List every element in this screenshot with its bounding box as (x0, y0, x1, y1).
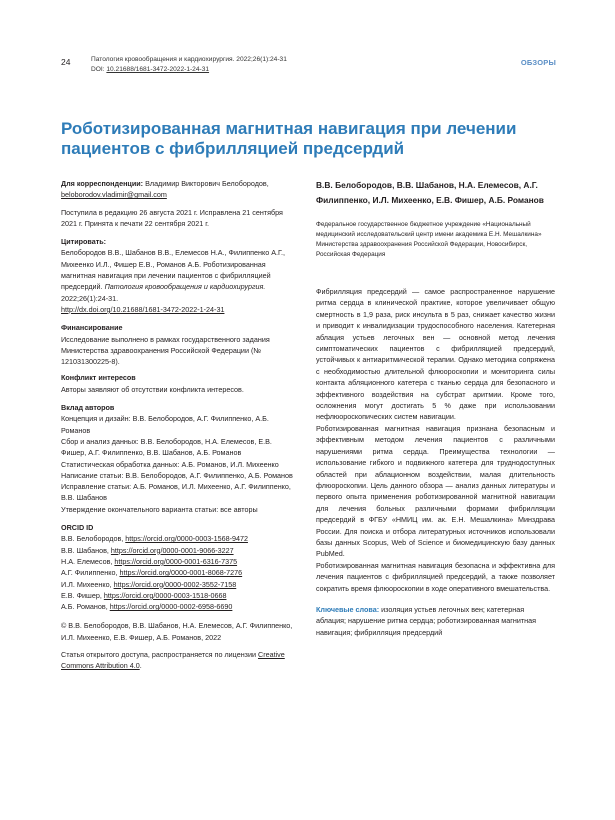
orcid-link[interactable]: https://orcid.org/0000-0001-8068-7276 (119, 568, 243, 578)
orcid-item (61, 601, 293, 612)
orcid-author: Е.В. Фишер, (61, 590, 104, 600)
conflict-heading: Конфликт интересов (61, 373, 136, 383)
cite-heading: Цитировать: (61, 237, 107, 247)
keywords (316, 604, 555, 638)
orcid-link[interactable]: https://orcid.org/0000-0001-9066-3227 (110, 545, 234, 555)
affiliation: Федеральное государственное бюджетное учреждение «Национальный медицинский исследовательский центр имени академика Е.Н. Мешалкина» Министерства здравоохранения Российской Федерации, Новосибирск, Российская Федерация (316, 221, 542, 258)
page-number: 24 (61, 57, 71, 67)
license (61, 649, 293, 672)
cite-tail: 2022;26(1):24-31. (61, 293, 119, 303)
cite-journal: Патология кровообращения и кардиохирургия. (104, 282, 266, 292)
orcid-item (61, 533, 293, 544)
orcid-link[interactable]: https://orcid.org/0000-0002-3552-7158 (113, 579, 237, 589)
contrib-item: Концепция и дизайн: В.В. Белобородов, А.Г. Филиппенко, А.Б. Романов (61, 414, 269, 435)
abstract-paragraph: Роботизированная магнитная навигация безопасна и эффективна для лечения пациентов с фибрилляцией предсердий, а также позволяет сократить время флюороскопии в ходе оперативного вмешательства. (316, 560, 555, 593)
orcid-item (61, 556, 293, 567)
orcid-item (61, 579, 293, 590)
journal-citation (91, 55, 287, 75)
contrib-item: Сбор и анализ данных: В.В. Белобородов, Н.А. Елемесов, Е.В. Фишер, А.Г. Филиппенко, В.В. Шабанов, А.Б. Романов (61, 436, 272, 458)
orcid-author: И.Л. Михеенко, (61, 579, 114, 589)
orcid-link[interactable]: https://orcid.org/0000-0001-6316-7375 (114, 556, 238, 566)
orcid-author: А.Г. Филиппенко, (61, 568, 120, 578)
journal-line: Патология кровообращения и кардиохирургия. 2022;26(1):24-31 (91, 56, 287, 63)
orcid-link[interactable]: https://orcid.org/0000-0003-1518-0668 (103, 590, 227, 600)
orcid-item (61, 590, 293, 601)
conflict-text: Авторы заявляют об отсутствии конфликта интересов. (61, 384, 244, 394)
corr-label: Для корреспонденции: (61, 179, 144, 188)
orcid-author: А.Б. Романов, (61, 602, 110, 612)
orcid-link[interactable]: https://orcid.org/0000-0003-1568-9472 (125, 534, 248, 544)
corr-email-link[interactable]: beloborodov.vladimir@gmail.com (61, 190, 167, 200)
license-end: . (139, 661, 142, 671)
license-text: Статья открытого доступа, распространяется по лицензии (61, 649, 258, 659)
cite-body: Белобородов В.В., Шабанов В.В., Елемесов Н.А., Филиппенко А.Г., Михеенко И.Л., Фишер Е.В., Романов А.Б. Роботизированная магнитная навигация при лечении пациентов с фибрилляцией предсердий. (61, 248, 286, 292)
corr-name: Владимир Викторович Белобородов, (143, 179, 269, 188)
orcid-link[interactable]: https://orcid.org/0000-0002-6958-6690 (109, 602, 233, 612)
abstract-paragraph: Фибрилляция предсердий — самое распространенное нарушение ритма сердца в клинической практике, которое увеличивает общую смертность в 1,9 раза, риск инсульта в 5 раз, снижает качество жизни и приводит к инвалидизации трудоспособного населения. Катетерная аблация устьев легочных вен — основной метод лечения симптоматических пациентов с фибрилляцией предсердий, устойчивых к антиаритмической терапии. Однако методика сопряжена с необходимостью длительной флюороскопии и мониторинга силы контакта абляционного катетера с тканью сердца для безопасного и эффективного воздействия на субстрат аритмии. Кроме того, осложнения могут достигать 5 % даже при использовании нефлюороскопических систем навигации. (316, 287, 555, 422)
orcid-author: В.В. Белобородов, (61, 534, 126, 544)
orcid-item (61, 567, 293, 578)
orcid-author: Н.А. Елемесов, (61, 556, 115, 566)
cite-doi-link[interactable]: http://dx.doi.org/10.21688/1681-3472-2022-1-24-31 (61, 304, 225, 314)
keywords-label: Ключевые слова: (316, 604, 380, 614)
doi-link[interactable]: 10.21688/1681-3472-2022-1-24-31 (106, 66, 210, 73)
doi-line (91, 65, 287, 75)
article-title: Роботизированная магнитная навигация при лечении пациентов с фибрилляцией предсердий (61, 119, 517, 158)
author-list: В.В. Белобородов, В.В. Шабанов, Н.А. Елемесов, А.Г. Филиппенко, И.Л. Михеенко, Е.В. Фишер, А.Б. Романов (316, 180, 544, 205)
keywords-text: изоляция устьев легочных вен; катетерная аблация; нарушение ритма сердца; роботизированная магнитная навигация; фибрилляция предсердий (316, 604, 536, 637)
section-label: ОБЗОРЫ (520, 58, 556, 67)
cite-text (61, 247, 293, 315)
orcid-item (61, 545, 293, 556)
orcid-heading: ORCID ID (61, 523, 94, 533)
funding-text: Исследование выполнено в рамках государственного задания Министерства здравоохранения Российской Федерации (№ 121031300225-8). (61, 334, 270, 367)
abstract (316, 286, 555, 594)
contrib-item: Утверждение окончательного варианта статьи: все авторы (61, 504, 258, 514)
right-column (316, 178, 555, 638)
funding-heading: Финансирование (61, 323, 123, 333)
correspondence (61, 178, 293, 201)
orcid-author: В.В. Шабанов, (61, 545, 111, 555)
contrib-item: Статистическая обработка данных: А.Б. Романов, И.Л. Михеенко (61, 459, 279, 469)
contrib-item: Написание статьи: В.В. Белобородов, А.Г. Филиппенко, А.Б. Романов (61, 470, 293, 480)
left-column (61, 178, 293, 672)
abstract-paragraph: Роботизированная магнитная навигация признана безопасным и эффективным методом лечения пациентов с различными нарушениями ритма сердца. Преимущества технологии — использование гибкого и подвижного катетера для труднодоступных областей при аблационном воздействии, малая длительность флюороскопии. Цель данного обзора — анализ данных литературы и первого опыта применения роботизированной магнитной навигации для лечения больных различными формами фибрилляции предсердий в ФГБУ «НМИЦ им. ак. Е.Н. Мешалкина» Минздрава России. Для поиска и отбора литературных источников использовали базы данных Scopus, Web of Science и биомедицинскую базу данных PubMed. (316, 423, 555, 559)
doi-prefix: DOI: (91, 66, 107, 73)
contrib-item: Исправление статьи: А.Б. Романов, И.Л. Михеенко, А.Г. Филиппенко, В.В. Шабанов (61, 482, 291, 503)
received-dates: Поступила в редакцию 26 августа 2021 г. Исправлена 21 сентября 2021 г. Принята к печати 22 сентября 2021 г. (61, 207, 283, 228)
copyright: © В.В. Белобородов, В.В. Шабанов, Н.А. Елемесов, А.Г. Филиппенко, И.Л. Михеенко, Е.В. Фишер, А.Б. Романов, 2022 (61, 621, 293, 642)
contrib-heading: Вклад авторов (61, 403, 115, 413)
license-link[interactable]: Creative Commons Attribution 4.0 (61, 649, 285, 671)
